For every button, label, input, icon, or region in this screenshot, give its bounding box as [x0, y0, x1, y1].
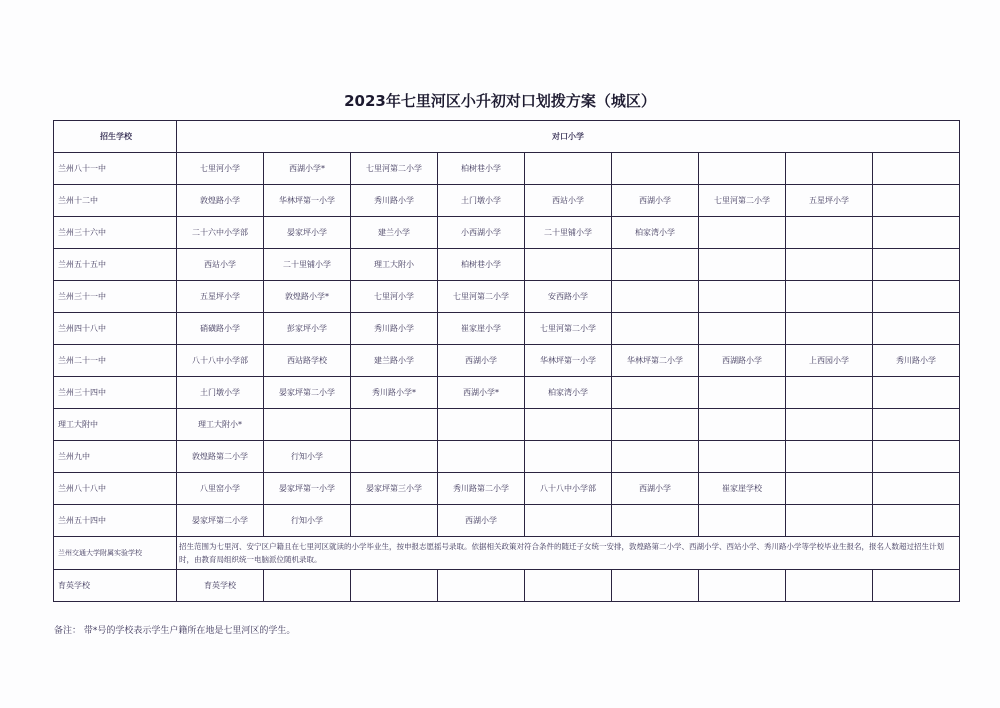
feeder-cell: 土门墩小学: [177, 377, 264, 409]
feeder-cell: [351, 505, 438, 537]
feeder-cell: [699, 505, 786, 537]
feeder-cell: 西湖小学: [612, 185, 699, 217]
feeder-cell: [699, 313, 786, 345]
feeder-cell: [612, 281, 699, 313]
feeder-cell: [612, 249, 699, 281]
table-row: [54, 249, 960, 281]
feeder-cell: 敦煌路小学*: [264, 281, 351, 313]
school-cell: 兰州九中: [54, 441, 177, 473]
school-cell: 兰州三十六中: [54, 217, 177, 249]
feeder-cell: 行知小学: [264, 441, 351, 473]
feeder-cell: 小西湖小学: [438, 217, 525, 249]
feeder-cell: 华林坪第一小学: [525, 345, 612, 377]
feeder-cell: 崔家崖学校: [699, 473, 786, 505]
table-row: [54, 313, 960, 345]
feeder-cell: [264, 409, 351, 441]
feeder-cell: [786, 441, 873, 473]
table-row: [54, 473, 960, 505]
feeder-cell: [873, 281, 960, 313]
school-cell: 理工大附中: [54, 409, 177, 441]
feeder-cell: 秀川路小学*: [351, 377, 438, 409]
table-row: [54, 570, 960, 602]
school-cell: 兰州八十一中: [54, 153, 177, 185]
feeder-cell: 安西路小学: [525, 281, 612, 313]
school-cell: 兰州十二中: [54, 185, 177, 217]
feeder-cell: 上西园小学: [786, 345, 873, 377]
feeder-cell: 柏树巷小学: [438, 249, 525, 281]
feeder-cell: [786, 217, 873, 249]
feeder-cell: [873, 505, 960, 537]
feeder-cell: 秀川路小学: [873, 345, 960, 377]
table-row: [54, 441, 960, 473]
school-cell: 兰州四十八中: [54, 313, 177, 345]
feeder-cell: 七里河第二小学: [351, 153, 438, 185]
feeder-cell: [873, 409, 960, 441]
feeder-cell: [873, 217, 960, 249]
feeder-cell: [873, 570, 960, 602]
school-cell: 兰州三十一中: [54, 281, 177, 313]
assignment-table: [53, 120, 960, 602]
feeder-cell: 五星坪小学: [177, 281, 264, 313]
feeder-cell: 理工大附小*: [177, 409, 264, 441]
feeder-cell: [699, 281, 786, 313]
feeder-cell: [873, 441, 960, 473]
footnote: 备注： 带*号的学校表示学生户籍所在地是七里河区的学生。: [54, 626, 296, 636]
feeder-cell: 西湖小学: [438, 505, 525, 537]
feeder-cell: [525, 249, 612, 281]
feeder-cell: 五星坪小学: [786, 185, 873, 217]
feeder-cell: 西湖小学: [438, 345, 525, 377]
feeder-cell: 晏家坪第二小学: [264, 377, 351, 409]
feeder-cell: [612, 313, 699, 345]
school-cell: 育英学校: [54, 570, 177, 602]
feeder-cell: [525, 505, 612, 537]
feeder-cell: 八十八中小学部: [177, 345, 264, 377]
feeder-cell: 西湖小学*: [438, 377, 525, 409]
feeder-cell: [438, 570, 525, 602]
feeder-cell: 柏树巷小学: [438, 153, 525, 185]
feeder-cell: 西湖小学*: [264, 153, 351, 185]
table-row: [54, 377, 960, 409]
feeder-cell: [786, 153, 873, 185]
school-cell: 兰州八十八中: [54, 473, 177, 505]
table-row: [54, 185, 960, 217]
feeder-cell: [699, 409, 786, 441]
feeder-cell: 晏家坪小学: [264, 217, 351, 249]
feeder-cell: [612, 409, 699, 441]
feeder-cell: 七里河小学: [351, 281, 438, 313]
feeder-cell: [786, 281, 873, 313]
school-cell: 兰州五十四中: [54, 505, 177, 537]
feeder-cell: 彭家坪小学: [264, 313, 351, 345]
table-row: [54, 409, 960, 441]
table-row: [54, 281, 960, 313]
feeder-cell: 敦煌路第二小学: [177, 441, 264, 473]
feeder-cell: 秀川路小学: [351, 185, 438, 217]
feeder-cell: [612, 441, 699, 473]
feeder-cell: 晏家坪第一小学: [264, 473, 351, 505]
table-row: [54, 153, 960, 185]
feeder-cell: [699, 441, 786, 473]
feeder-cell: [438, 441, 525, 473]
feeder-cell: [786, 473, 873, 505]
feeder-cell: [525, 153, 612, 185]
feeder-cell: [873, 313, 960, 345]
header-feeder: 对口小学: [177, 121, 960, 153]
feeder-cell: 七里河第二小学: [699, 185, 786, 217]
feeder-cell: 二十六中小学部: [177, 217, 264, 249]
feeder-cell: 八里窑小学: [177, 473, 264, 505]
feeder-cell: [786, 505, 873, 537]
feeder-cell: [264, 570, 351, 602]
feeder-cell: [525, 441, 612, 473]
feeder-cell: 建兰路小学: [351, 345, 438, 377]
school-cell: 兰州三十四中: [54, 377, 177, 409]
feeder-cell: 西站小学: [525, 185, 612, 217]
feeder-cell: 柏家湾小学: [612, 217, 699, 249]
table-row: [54, 217, 960, 249]
special-description: 招生范围为七里河、安宁区户籍且在七里河区就读的小学毕业生，按申报志愿摇号录取。依据相关政策对符合条件的随迁子女统一安排，敦煌路第二小学、西湖小学、西站小学、秀川路小学等学校毕业生报名，报名人数超过招生计划时，由教育局组织统一电脑派位随机录取。: [177, 537, 960, 570]
feeder-cell: [786, 249, 873, 281]
feeder-cell: [525, 570, 612, 602]
feeder-cell: 七里河第二小学: [438, 281, 525, 313]
feeder-cell: 西站路学校: [264, 345, 351, 377]
feeder-cell: 晏家坪第三小学: [351, 473, 438, 505]
feeder-cell: 西湖路小学: [699, 345, 786, 377]
feeder-cell: [351, 570, 438, 602]
feeder-cell: 敦煌路小学: [177, 185, 264, 217]
feeder-cell: 土门墩小学: [438, 185, 525, 217]
feeder-cell: [525, 409, 612, 441]
feeder-cell: [351, 409, 438, 441]
feeder-cell: [612, 505, 699, 537]
feeder-cell: [612, 570, 699, 602]
feeder-cell: 二十里铺小学: [525, 217, 612, 249]
feeder-cell: [786, 409, 873, 441]
feeder-cell: 理工大附小: [351, 249, 438, 281]
feeder-cell: 晏家坪第二小学: [177, 505, 264, 537]
feeder-cell: 育英学校: [177, 570, 264, 602]
feeder-cell: 硝磺路小学: [177, 313, 264, 345]
feeder-cell: 二十里铺小学: [264, 249, 351, 281]
feeder-cell: [699, 217, 786, 249]
feeder-cell: 崔家崖小学: [438, 313, 525, 345]
feeder-cell: [873, 153, 960, 185]
feeder-cell: [438, 409, 525, 441]
feeder-cell: 建兰小学: [351, 217, 438, 249]
header-school: 招生学校: [54, 121, 177, 153]
feeder-cell: 秀川路第二小学: [438, 473, 525, 505]
feeder-cell: 西湖小学: [612, 473, 699, 505]
feeder-cell: [786, 313, 873, 345]
feeder-cell: [786, 570, 873, 602]
feeder-cell: [612, 153, 699, 185]
feeder-cell: [873, 473, 960, 505]
feeder-cell: 行知小学: [264, 505, 351, 537]
school-cell: 兰州二十一中: [54, 345, 177, 377]
table-header-row: [54, 121, 960, 153]
feeder-cell: [873, 185, 960, 217]
feeder-cell: [699, 249, 786, 281]
feeder-cell: 华林坪第一小学: [264, 185, 351, 217]
school-cell: 兰州五十五中: [54, 249, 177, 281]
document-title: 2023年七里河区小升初对口划拨方案（城区）: [344, 92, 656, 110]
feeder-cell: 秀川路小学: [351, 313, 438, 345]
table-row-special: [54, 537, 960, 570]
school-cell: 兰州交通大学附属实验学校: [54, 537, 177, 570]
feeder-cell: 七里河小学: [177, 153, 264, 185]
feeder-cell: [786, 377, 873, 409]
feeder-cell: 西站小学: [177, 249, 264, 281]
feeder-cell: 柏家湾小学: [525, 377, 612, 409]
feeder-cell: [873, 377, 960, 409]
feeder-cell: [699, 570, 786, 602]
feeder-cell: [612, 377, 699, 409]
table-row: [54, 345, 960, 377]
feeder-cell: [699, 377, 786, 409]
feeder-cell: 八十八中小学部: [525, 473, 612, 505]
feeder-cell: 七里河第二小学: [525, 313, 612, 345]
feeder-cell: [873, 249, 960, 281]
table-row: [54, 505, 960, 537]
feeder-cell: [351, 441, 438, 473]
feeder-cell: 华林坪第二小学: [612, 345, 699, 377]
feeder-cell: [699, 153, 786, 185]
